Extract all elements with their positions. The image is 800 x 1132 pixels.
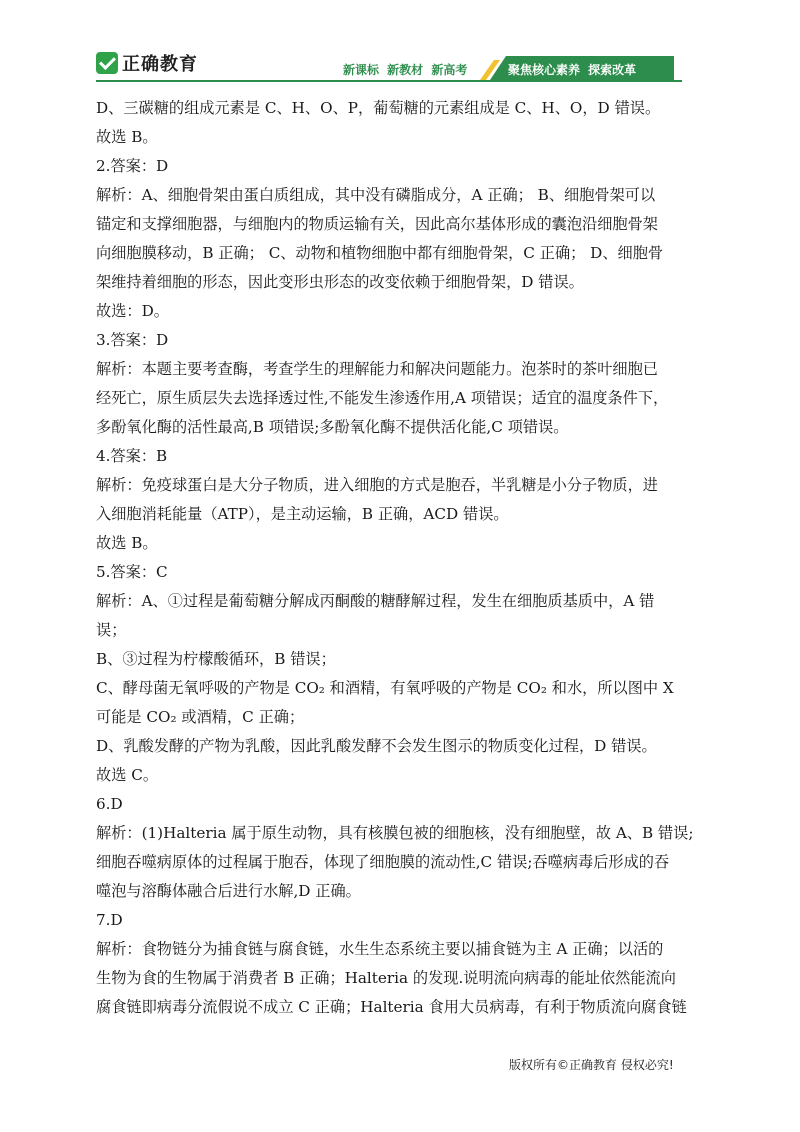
answer-heading: 6.D <box>96 795 123 813</box>
text-line: 解析：A、①过程是葡萄糖分解成丙酮酸的糖酵解过程，发生在细胞质基质中，A 错 <box>96 592 655 610</box>
text-line: C、酵母菌无氧呼吸的产物是 CO₂ 和酒精，有氧呼吸的产物是 CO₂ 和水，所以图中 X <box>96 679 674 697</box>
text-line: 多酚氧化酶的活性最高,B 项错误;多酚氧化酶不提供活化能,C 项错误。 <box>96 418 569 436</box>
slogan-left: 新课标 新教材 新高考 <box>343 63 468 77</box>
text-line: 细胞吞噬病原体的过程属于胞吞，体现了细胞膜的流动性,C 错误;吞噬病毒后形成的吞 <box>96 853 670 871</box>
text-line: 锚定和支撑细胞器，与细胞内的物质运输有关，因此高尔基体形成的囊泡沿细胞骨架 <box>96 215 658 233</box>
text-line: 腐食链即病毒分流假说不成立 C 正确；Halteria 食用大员病毒，有利于物质流向腐食链 <box>96 998 687 1016</box>
text-line: 误； <box>96 621 127 639</box>
text-line: 故选：D。 <box>96 302 169 320</box>
checkmark-icon <box>96 52 118 74</box>
text-line: 解析：食物链分为捕食链与腐食链，水生生态系统主要以捕食链为主 A 正确；以活的 <box>96 940 664 958</box>
text-line: 故选 C。 <box>96 766 159 784</box>
answer-heading: 2.答案：D <box>96 157 169 175</box>
text-line: 经死亡，原生质层失去选择透过性,不能发生渗透作用,A 项错误；适宜的温度条件下， <box>96 389 669 407</box>
answer-heading: 3.答案：D <box>96 331 169 349</box>
text-line: 故选 B。 <box>96 534 158 552</box>
text-line: 解析：本题主要考查酶，考查学生的理解能力和解决问题能力。泡茶时的茶叶细胞已 <box>96 360 658 378</box>
text-line: 故选 B。 <box>96 128 158 146</box>
brand-name: 正确教育 <box>122 54 198 75</box>
brand-logo <box>96 50 198 76</box>
header-divider <box>96 80 682 82</box>
text-line: D、乳酸发酵的产物为乳酸，因此乳酸发酵不会发生图示的物质变化过程，D 错误。 <box>96 737 657 755</box>
answer-heading: 7.D <box>96 911 123 929</box>
text-line: 噬泡与溶酶体融合后进行水解,D 正确。 <box>96 882 361 900</box>
text-line: 架维持着细胞的形态，因此变形虫形态的改变依赖于细胞骨架，D 错误。 <box>96 273 584 291</box>
text-line: 解析：A、细胞骨架由蛋白质组成，其中没有磷脂成分，A 正确； B、细胞骨架可以 <box>96 186 656 204</box>
text-line: D、三碳糖的组成元素是 C、H、O、P，葡萄糖的元素组成是 C、H、O，D 错误。 <box>96 99 661 117</box>
document-body <box>96 94 702 1022</box>
text-line: 解析：免疫球蛋白是大分子物质，进入细胞的方式是胞吞，半乳糖是小分子物质，进 <box>96 476 658 494</box>
text-line: 生物为食的生物属于消费者 B 正确；Halteria 的发现.说明流向病毒的能址依然能流向 <box>96 969 676 987</box>
answer-heading: 4.答案：B <box>96 447 168 465</box>
slogan-right: 聚焦核心素养 探索改革 <box>508 63 637 77</box>
answer-heading: 5.答案：C <box>96 563 168 581</box>
text-line: 入细胞消耗能量（ATP），是主动运输，B 正确，ACD 错误。 <box>96 505 509 523</box>
text-line: B、③过程为柠檬酸循环，B 错误； <box>96 650 336 668</box>
text-line: 可能是 CO₂ 或酒精，C 正确； <box>96 708 305 726</box>
page-header <box>0 0 800 84</box>
text-line: 向细胞膜移动，B 正确； C、动物和植物细胞中都有细胞骨架，C 正确； D、细胞骨 <box>96 244 664 262</box>
text-line: 解析：(1)Halteria 属于原生动物，具有核膜包被的细胞核，没有细胞壁，故 A、B 错误; <box>96 824 694 842</box>
copyright-footer: 版权所有©正确教育 侵权必究! <box>509 1058 674 1072</box>
